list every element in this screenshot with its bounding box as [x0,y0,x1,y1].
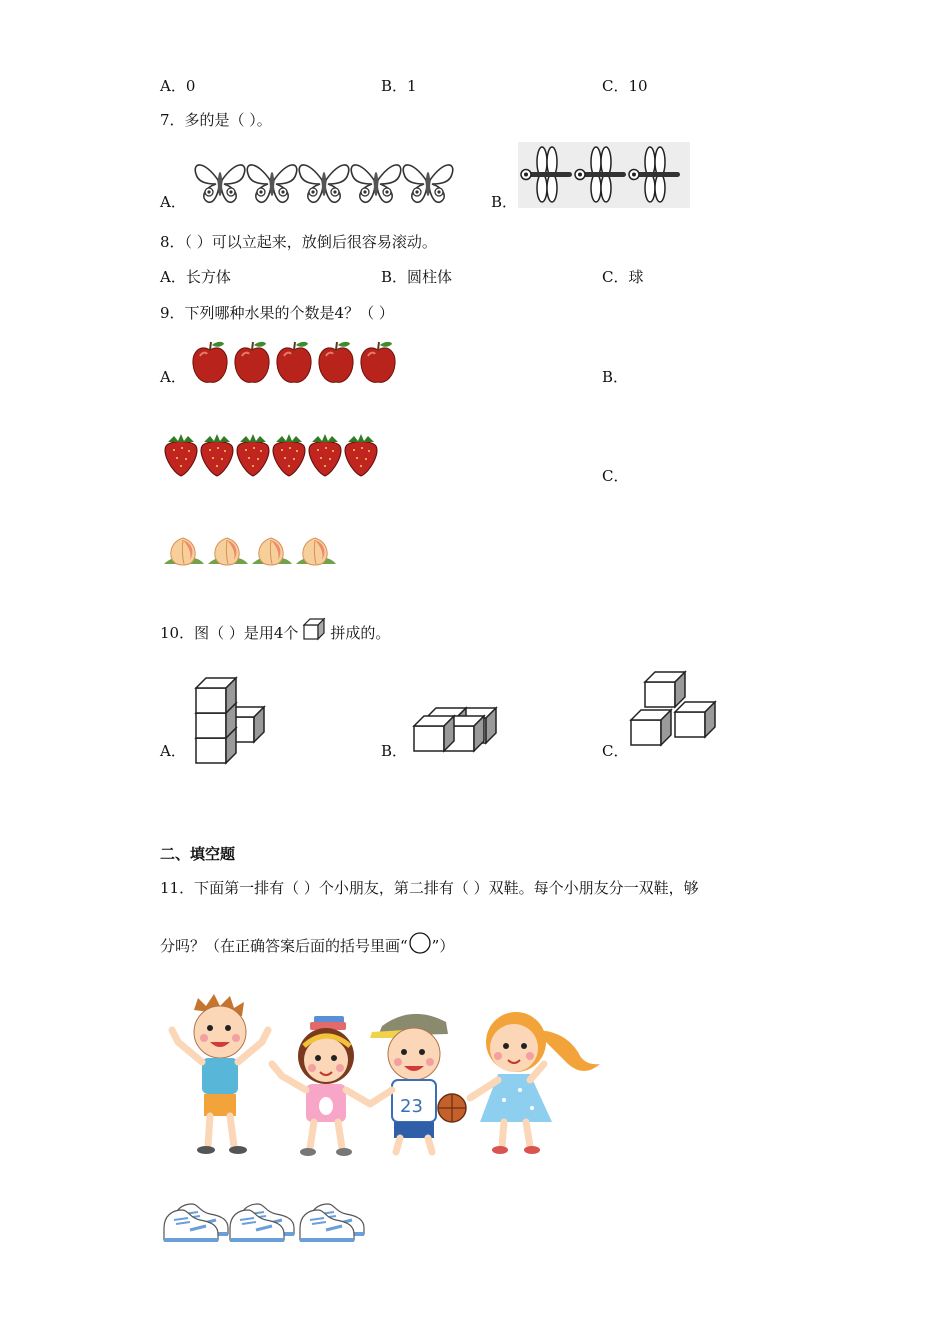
apple-icon [277,342,311,382]
circle-icon [408,932,432,954]
small-cube-icon [302,618,326,640]
kid-boy-icon [172,994,268,1154]
cube-figure-a [196,672,268,754]
cube-icon [414,716,454,751]
strawberry-icon [237,434,269,476]
q11-line2-pre: 分吗？（在正确答案后面的括号里画“ [160,937,408,955]
q10-stem [160,618,390,643]
cube-figure-c [631,672,723,748]
strawberry-icon [201,434,233,476]
cube-icon [675,702,715,737]
cube-icon [196,678,236,713]
dragonflies-image [518,142,690,208]
section-title: 二、填空题 [160,845,236,863]
option-letter: C． [602,77,629,95]
peach-icon [252,538,292,565]
butterflies-image [192,152,454,210]
option-text: 长方体 [185,268,231,286]
q8-option-b[interactable] [381,267,452,287]
butterfly-icon [195,165,245,202]
q9-stem: 9．下列哪种水果的个数是4？（ ） [160,304,394,322]
strawberry-icon [309,434,341,476]
q7-stem: 7．多的是（ ）。 [160,111,272,129]
q11-line1: 11．下面第一排有（ ）个小朋友，第二排有（ ）双鞋。每个小朋友分一双鞋，够 [160,879,699,897]
peach-icon [208,538,248,565]
butterfly-icon [351,165,401,202]
q11-line2-post: ”） [431,937,455,955]
butterfly-icon [299,165,349,202]
kid-girl-icon [272,1016,370,1156]
jersey-number: 23 [400,1096,423,1117]
peaches-image [162,534,336,570]
butterfly-icon [403,165,453,202]
q8-option-c[interactable] [602,267,644,287]
option-text: 球 [628,268,644,286]
cube-figure-b [414,708,498,752]
q10-option-c[interactable]: C． [602,742,629,760]
shoe-pair-icon [230,1204,294,1242]
option-text: 10 [628,77,648,95]
apple-icon [193,342,227,382]
q7-option-b[interactable]: B． [491,193,518,211]
option-letter: C． [602,268,629,286]
kid-basketball-icon [370,1014,466,1152]
q9-option-b[interactable]: B． [602,368,629,386]
strawberries-image [160,432,384,478]
q8-option-a[interactable] [160,267,231,287]
q9-option-a[interactable]: A． [160,368,186,386]
option-letter: B． [381,268,408,286]
q10-option-b[interactable]: B． [381,742,408,760]
q6-option-b[interactable] [381,76,417,96]
apple-icon [319,342,353,382]
q6-option-a[interactable] [160,76,195,96]
kid-ponytail-girl-icon [470,1012,600,1154]
strawberry-icon [165,434,197,476]
option-text: 圆柱体 [407,268,453,286]
strawberry-icon [345,434,377,476]
shoe-pair-icon [164,1204,228,1242]
apple-icon [235,342,269,382]
shoes-image [160,1194,360,1244]
peach-icon [296,538,336,565]
apples-image [188,338,400,384]
option-letter: A． [160,268,186,286]
cube-icon [631,710,671,745]
q10-option-a[interactable]: A． [160,742,186,760]
option-letter: B． [381,77,408,95]
q7-option-a[interactable]: A． [160,193,186,211]
kids-image [164,990,604,1160]
q11-line2 [160,932,454,956]
butterfly-icon [247,165,297,202]
shoe-pair-icon [300,1204,364,1242]
option-text: 0 [185,77,196,95]
strawberry-icon [273,434,305,476]
q8-stem: 8．（ ）可以立起来，放倒后很容易滚动。 [160,233,437,251]
q6-option-c[interactable] [602,76,648,96]
peach-icon [164,538,204,565]
option-text: 1 [407,77,417,95]
q10-stem-pre: 10．图（ ）是用4个 [160,624,299,642]
cube-icon [645,672,685,707]
q10-stem-post: 拼成的。 [330,624,391,642]
option-letter: A． [160,77,186,95]
apple-icon [361,342,395,382]
q9-option-c[interactable]: C． [602,467,629,485]
